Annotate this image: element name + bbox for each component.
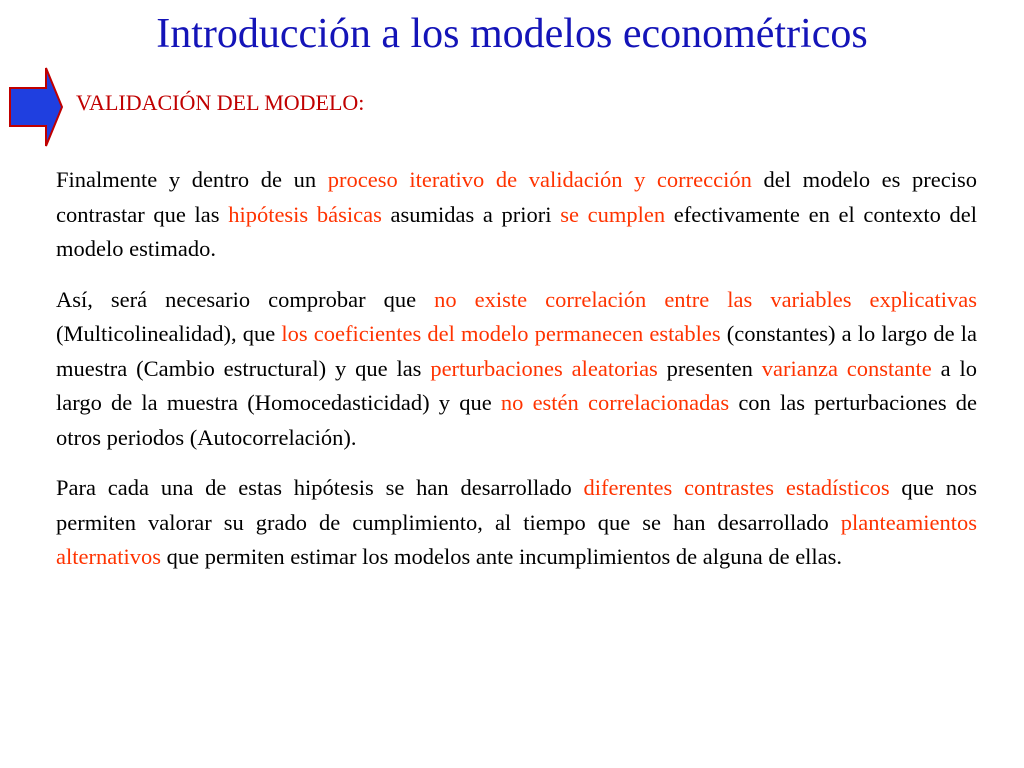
body-text-segment: efectivamente en el contexto del modelo estimado. bbox=[56, 201, 978, 261]
highlighted-text: los coeficientes del modelo permanecen estables bbox=[281, 321, 721, 346]
paragraph bbox=[56, 283, 977, 456]
body-text-segment: (constantes) a lo largo de la muestra (Cambio estructural) y que las bbox=[56, 321, 978, 381]
slide-title: Introducción a los modelos econométricos bbox=[156, 11, 868, 57]
body-text-segment: asumidas a priori bbox=[381, 201, 561, 227]
highlighted-text: se cumplen bbox=[560, 201, 666, 227]
body-text-segment: Finalmente y dentro de un bbox=[56, 167, 328, 192]
highlighted-text: no estén correlacionadas bbox=[500, 390, 730, 415]
highlighted-text: hipótesis básicas bbox=[228, 201, 382, 227]
body-text-segment: (Multicolinealidad), que bbox=[56, 321, 282, 346]
body-text-segment: Así, será necesario comprobar que bbox=[56, 286, 435, 312]
paragraph bbox=[56, 471, 977, 575]
section-heading: VALIDACIÓN DEL MODELO: bbox=[76, 90, 365, 115]
highlighted-text: no existe correlación entre las variables explicativas bbox=[434, 286, 977, 312]
paragraph bbox=[56, 163, 977, 267]
body-text-segment: a lo largo de la muestra (Homocedasticidad) y que bbox=[56, 355, 977, 415]
body-text bbox=[56, 163, 977, 591]
body-text-segment: con las perturbaciones de otros periodos (Autocorrelación). bbox=[56, 390, 977, 450]
highlighted-text: perturbaciones aleatorias bbox=[430, 355, 658, 381]
body-text-segment: que nos permiten valorar su grado de cumplimiento, al tiempo que se han desarrollado bbox=[56, 475, 977, 535]
highlighted-text: proceso iterativo de validación y corrección bbox=[327, 167, 752, 192]
highlighted-text: planteamientos alternativos bbox=[56, 509, 977, 569]
body-text-segment: del modelo es preciso contrastar que las bbox=[56, 167, 978, 227]
right-arrow-icon bbox=[8, 66, 64, 148]
highlighted-text: diferentes contrastes estadísticos bbox=[583, 475, 890, 500]
body-text-segment: presenten bbox=[657, 355, 762, 381]
body-text-segment: Para cada una de estas hipótesis se han desarrollado bbox=[56, 475, 584, 500]
highlighted-text: varianza constante bbox=[761, 355, 932, 381]
body-text-segment: que permiten estimar los modelos ante incumplimientos de alguna de ellas. bbox=[160, 544, 843, 569]
